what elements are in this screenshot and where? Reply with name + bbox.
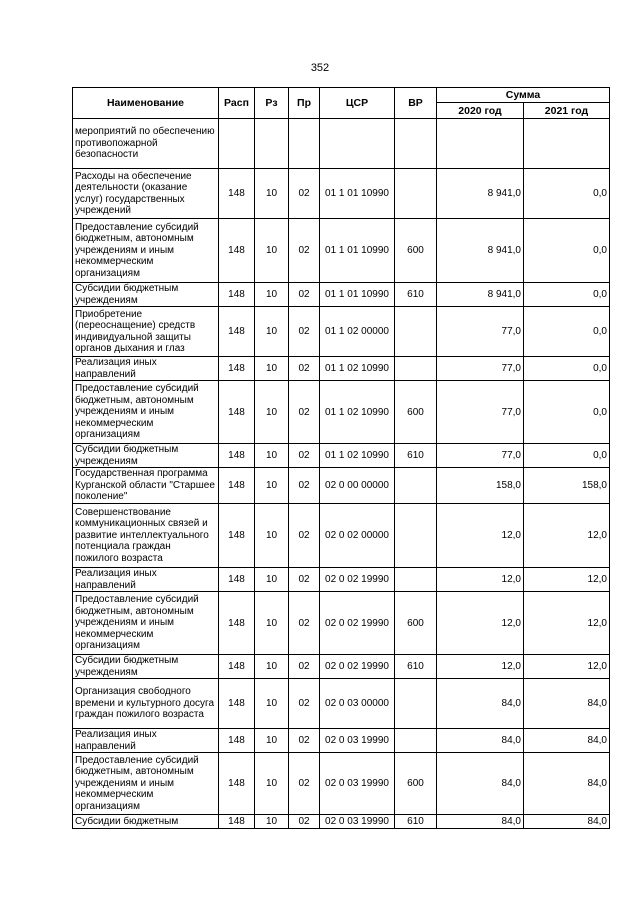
table-row xyxy=(73,119,610,169)
cell-name: Реализация иных направлений xyxy=(73,568,219,592)
header-name: Наименование xyxy=(73,88,219,119)
cell-sum-2020: 77,0 xyxy=(437,357,524,381)
table-row xyxy=(73,444,610,468)
cell-rasp: 148 xyxy=(219,219,255,283)
cell-rz: 10 xyxy=(255,729,289,753)
cell-vr xyxy=(395,504,437,568)
table-row xyxy=(73,307,610,357)
table-row xyxy=(73,219,610,283)
cell-sum-2020: 12,0 xyxy=(437,568,524,592)
cell-rz: 10 xyxy=(255,679,289,729)
cell-vr: 600 xyxy=(395,381,437,444)
cell-vr: 600 xyxy=(395,753,437,815)
cell-rasp xyxy=(219,119,255,169)
cell-sum-2021: 0,0 xyxy=(524,381,610,444)
cell-pr: 02 xyxy=(289,381,320,444)
cell-sum-2020: 8 941,0 xyxy=(437,283,524,307)
table-row xyxy=(73,169,610,219)
header-rasp: Расп xyxy=(219,88,255,119)
cell-rz xyxy=(255,119,289,169)
cell-rasp: 148 xyxy=(219,357,255,381)
cell-name: мероприятий по обеспечению противопожарной безопасности xyxy=(73,119,219,169)
cell-vr xyxy=(395,568,437,592)
table-row xyxy=(73,729,610,753)
cell-rz: 10 xyxy=(255,568,289,592)
table-row xyxy=(73,815,610,829)
cell-pr: 02 xyxy=(289,307,320,357)
cell-pr: 02 xyxy=(289,169,320,219)
cell-sum-2021 xyxy=(524,119,610,169)
cell-csr: 01 1 01 10990 xyxy=(320,283,395,307)
cell-sum-2020: 8 941,0 xyxy=(437,219,524,283)
cell-sum-2020: 158,0 xyxy=(437,468,524,504)
cell-name: Организация свободного времени и культурного досуга граждан пожилого возраста xyxy=(73,679,219,729)
cell-vr: 600 xyxy=(395,219,437,283)
cell-sum-2020: 77,0 xyxy=(437,381,524,444)
cell-csr: 02 0 03 00000 xyxy=(320,679,395,729)
header-vr: ВР xyxy=(395,88,437,119)
cell-rz: 10 xyxy=(255,169,289,219)
header-rz: Рз xyxy=(255,88,289,119)
table-row xyxy=(73,753,610,815)
cell-rz: 10 xyxy=(255,283,289,307)
cell-vr xyxy=(395,468,437,504)
cell-name: Предоставление субсидий бюджетным, автономным учреждениям и иным некоммерческим организациям xyxy=(73,592,219,655)
cell-rz: 10 xyxy=(255,444,289,468)
cell-pr: 02 xyxy=(289,444,320,468)
cell-sum-2020: 84,0 xyxy=(437,753,524,815)
cell-sum-2020 xyxy=(437,119,524,169)
cell-sum-2020: 77,0 xyxy=(437,307,524,357)
cell-rz: 10 xyxy=(255,468,289,504)
header-year-2021: 2021 год xyxy=(524,103,610,119)
cell-csr: 02 0 02 19990 xyxy=(320,568,395,592)
cell-sum-2021: 0,0 xyxy=(524,357,610,381)
cell-sum-2021: 84,0 xyxy=(524,753,610,815)
cell-rz: 10 xyxy=(255,592,289,655)
cell-sum-2020: 77,0 xyxy=(437,444,524,468)
cell-csr: 01 1 02 10990 xyxy=(320,381,395,444)
cell-name: Предоставление субсидий бюджетным, автономным учреждениям и иным некоммерческим организациям xyxy=(73,219,219,283)
cell-name: Расходы на обеспечение деятельности (оказание услуг) государственных учреждений xyxy=(73,169,219,219)
cell-sum-2020: 84,0 xyxy=(437,679,524,729)
cell-csr xyxy=(320,119,395,169)
table-row xyxy=(73,592,610,655)
cell-name: Предоставление субсидий бюджетным, автономным учреждениям и иным некоммерческим организациям xyxy=(73,753,219,815)
cell-rasp: 148 xyxy=(219,283,255,307)
cell-sum-2021: 12,0 xyxy=(524,568,610,592)
header-csr: ЦСР xyxy=(320,88,395,119)
cell-rz: 10 xyxy=(255,655,289,679)
cell-name: Предоставление субсидий бюджетным, автономным учреждениям и иным некоммерческим организациям xyxy=(73,381,219,444)
cell-sum-2021: 0,0 xyxy=(524,219,610,283)
table-row xyxy=(73,655,610,679)
cell-pr: 02 xyxy=(289,357,320,381)
cell-sum-2021: 84,0 xyxy=(524,729,610,753)
cell-vr: 610 xyxy=(395,655,437,679)
cell-rz: 10 xyxy=(255,357,289,381)
table-row xyxy=(73,568,610,592)
cell-vr xyxy=(395,357,437,381)
cell-pr: 02 xyxy=(289,753,320,815)
header-pr: Пр xyxy=(289,88,320,119)
cell-pr: 02 xyxy=(289,568,320,592)
cell-sum-2021: 0,0 xyxy=(524,307,610,357)
cell-rz: 10 xyxy=(255,753,289,815)
cell-vr: 600 xyxy=(395,592,437,655)
cell-csr: 02 0 02 19990 xyxy=(320,592,395,655)
cell-pr: 02 xyxy=(289,504,320,568)
cell-sum-2021: 12,0 xyxy=(524,655,610,679)
cell-rasp: 148 xyxy=(219,169,255,219)
cell-rz: 10 xyxy=(255,815,289,829)
cell-pr: 02 xyxy=(289,219,320,283)
cell-vr xyxy=(395,307,437,357)
cell-sum-2020: 12,0 xyxy=(437,592,524,655)
cell-sum-2021: 158,0 xyxy=(524,468,610,504)
cell-rasp: 148 xyxy=(219,655,255,679)
cell-vr: 610 xyxy=(395,283,437,307)
cell-sum-2020: 8 941,0 xyxy=(437,169,524,219)
cell-pr: 02 xyxy=(289,729,320,753)
cell-name: Субсидии бюджетным учреждениям xyxy=(73,444,219,468)
cell-csr: 02 0 03 19990 xyxy=(320,729,395,753)
cell-rasp: 148 xyxy=(219,381,255,444)
cell-name: Совершенствование коммуникационных связей и развитие интеллектуального потенциала граждан пожилого возраста xyxy=(73,504,219,568)
budget-table xyxy=(72,87,610,829)
cell-sum-2021: 0,0 xyxy=(524,444,610,468)
cell-sum-2020: 84,0 xyxy=(437,815,524,829)
cell-rasp: 148 xyxy=(219,729,255,753)
cell-sum-2021: 84,0 xyxy=(524,679,610,729)
cell-pr xyxy=(289,119,320,169)
cell-sum-2021: 12,0 xyxy=(524,592,610,655)
cell-vr xyxy=(395,679,437,729)
cell-name: Субсидии бюджетным xyxy=(73,815,219,829)
cell-sum-2021: 12,0 xyxy=(524,504,610,568)
table-row xyxy=(73,679,610,729)
cell-pr: 02 xyxy=(289,815,320,829)
table-row xyxy=(73,357,610,381)
header-year-2020: 2020 год xyxy=(437,103,524,119)
cell-rasp: 148 xyxy=(219,592,255,655)
cell-name: Реализация иных направлений xyxy=(73,357,219,381)
cell-vr xyxy=(395,729,437,753)
cell-name: Реализация иных направлений xyxy=(73,729,219,753)
cell-pr: 02 xyxy=(289,283,320,307)
cell-sum-2021: 0,0 xyxy=(524,169,610,219)
cell-name: Субсидии бюджетным учреждениям xyxy=(73,655,219,679)
table-row xyxy=(73,504,610,568)
cell-pr: 02 xyxy=(289,592,320,655)
cell-csr: 01 1 02 10990 xyxy=(320,444,395,468)
page-number: 352 xyxy=(310,62,330,74)
cell-csr: 02 0 03 19990 xyxy=(320,753,395,815)
cell-rasp: 148 xyxy=(219,679,255,729)
table-body xyxy=(73,119,610,829)
cell-name: Приобретение (переоснащение) средств индивидуальной защиты органов дыхания и глаз xyxy=(73,307,219,357)
cell-rz: 10 xyxy=(255,219,289,283)
cell-rasp: 148 xyxy=(219,815,255,829)
table-row xyxy=(73,381,610,444)
cell-rz: 10 xyxy=(255,504,289,568)
cell-rasp: 148 xyxy=(219,468,255,504)
cell-csr: 01 1 02 10990 xyxy=(320,357,395,381)
cell-sum-2020: 12,0 xyxy=(437,655,524,679)
cell-sum-2020: 84,0 xyxy=(437,729,524,753)
cell-pr: 02 xyxy=(289,468,320,504)
cell-csr: 02 0 02 19990 xyxy=(320,655,395,679)
cell-vr xyxy=(395,119,437,169)
cell-rasp: 148 xyxy=(219,504,255,568)
cell-pr: 02 xyxy=(289,679,320,729)
cell-csr: 01 1 02 00000 xyxy=(320,307,395,357)
cell-sum-2021: 0,0 xyxy=(524,283,610,307)
cell-csr: 01 1 01 10990 xyxy=(320,219,395,283)
cell-name: Государственная программа Курганской области "Старшее поколение" xyxy=(73,468,219,504)
cell-rasp: 148 xyxy=(219,307,255,357)
cell-sum-2020: 12,0 xyxy=(437,504,524,568)
cell-csr: 02 0 03 19990 xyxy=(320,815,395,829)
cell-rasp: 148 xyxy=(219,753,255,815)
cell-csr: 01 1 01 10990 xyxy=(320,169,395,219)
cell-vr xyxy=(395,169,437,219)
cell-pr: 02 xyxy=(289,655,320,679)
table-row xyxy=(73,283,610,307)
header-sum: Сумма xyxy=(437,88,610,103)
table-row xyxy=(73,468,610,504)
cell-vr: 610 xyxy=(395,444,437,468)
cell-rz: 10 xyxy=(255,381,289,444)
cell-csr: 02 0 02 00000 xyxy=(320,504,395,568)
cell-rz: 10 xyxy=(255,307,289,357)
cell-sum-2021: 84,0 xyxy=(524,815,610,829)
cell-name: Субсидии бюджетным учреждениям xyxy=(73,283,219,307)
cell-rasp: 148 xyxy=(219,568,255,592)
cell-vr: 610 xyxy=(395,815,437,829)
cell-rasp: 148 xyxy=(219,444,255,468)
cell-csr: 02 0 00 00000 xyxy=(320,468,395,504)
